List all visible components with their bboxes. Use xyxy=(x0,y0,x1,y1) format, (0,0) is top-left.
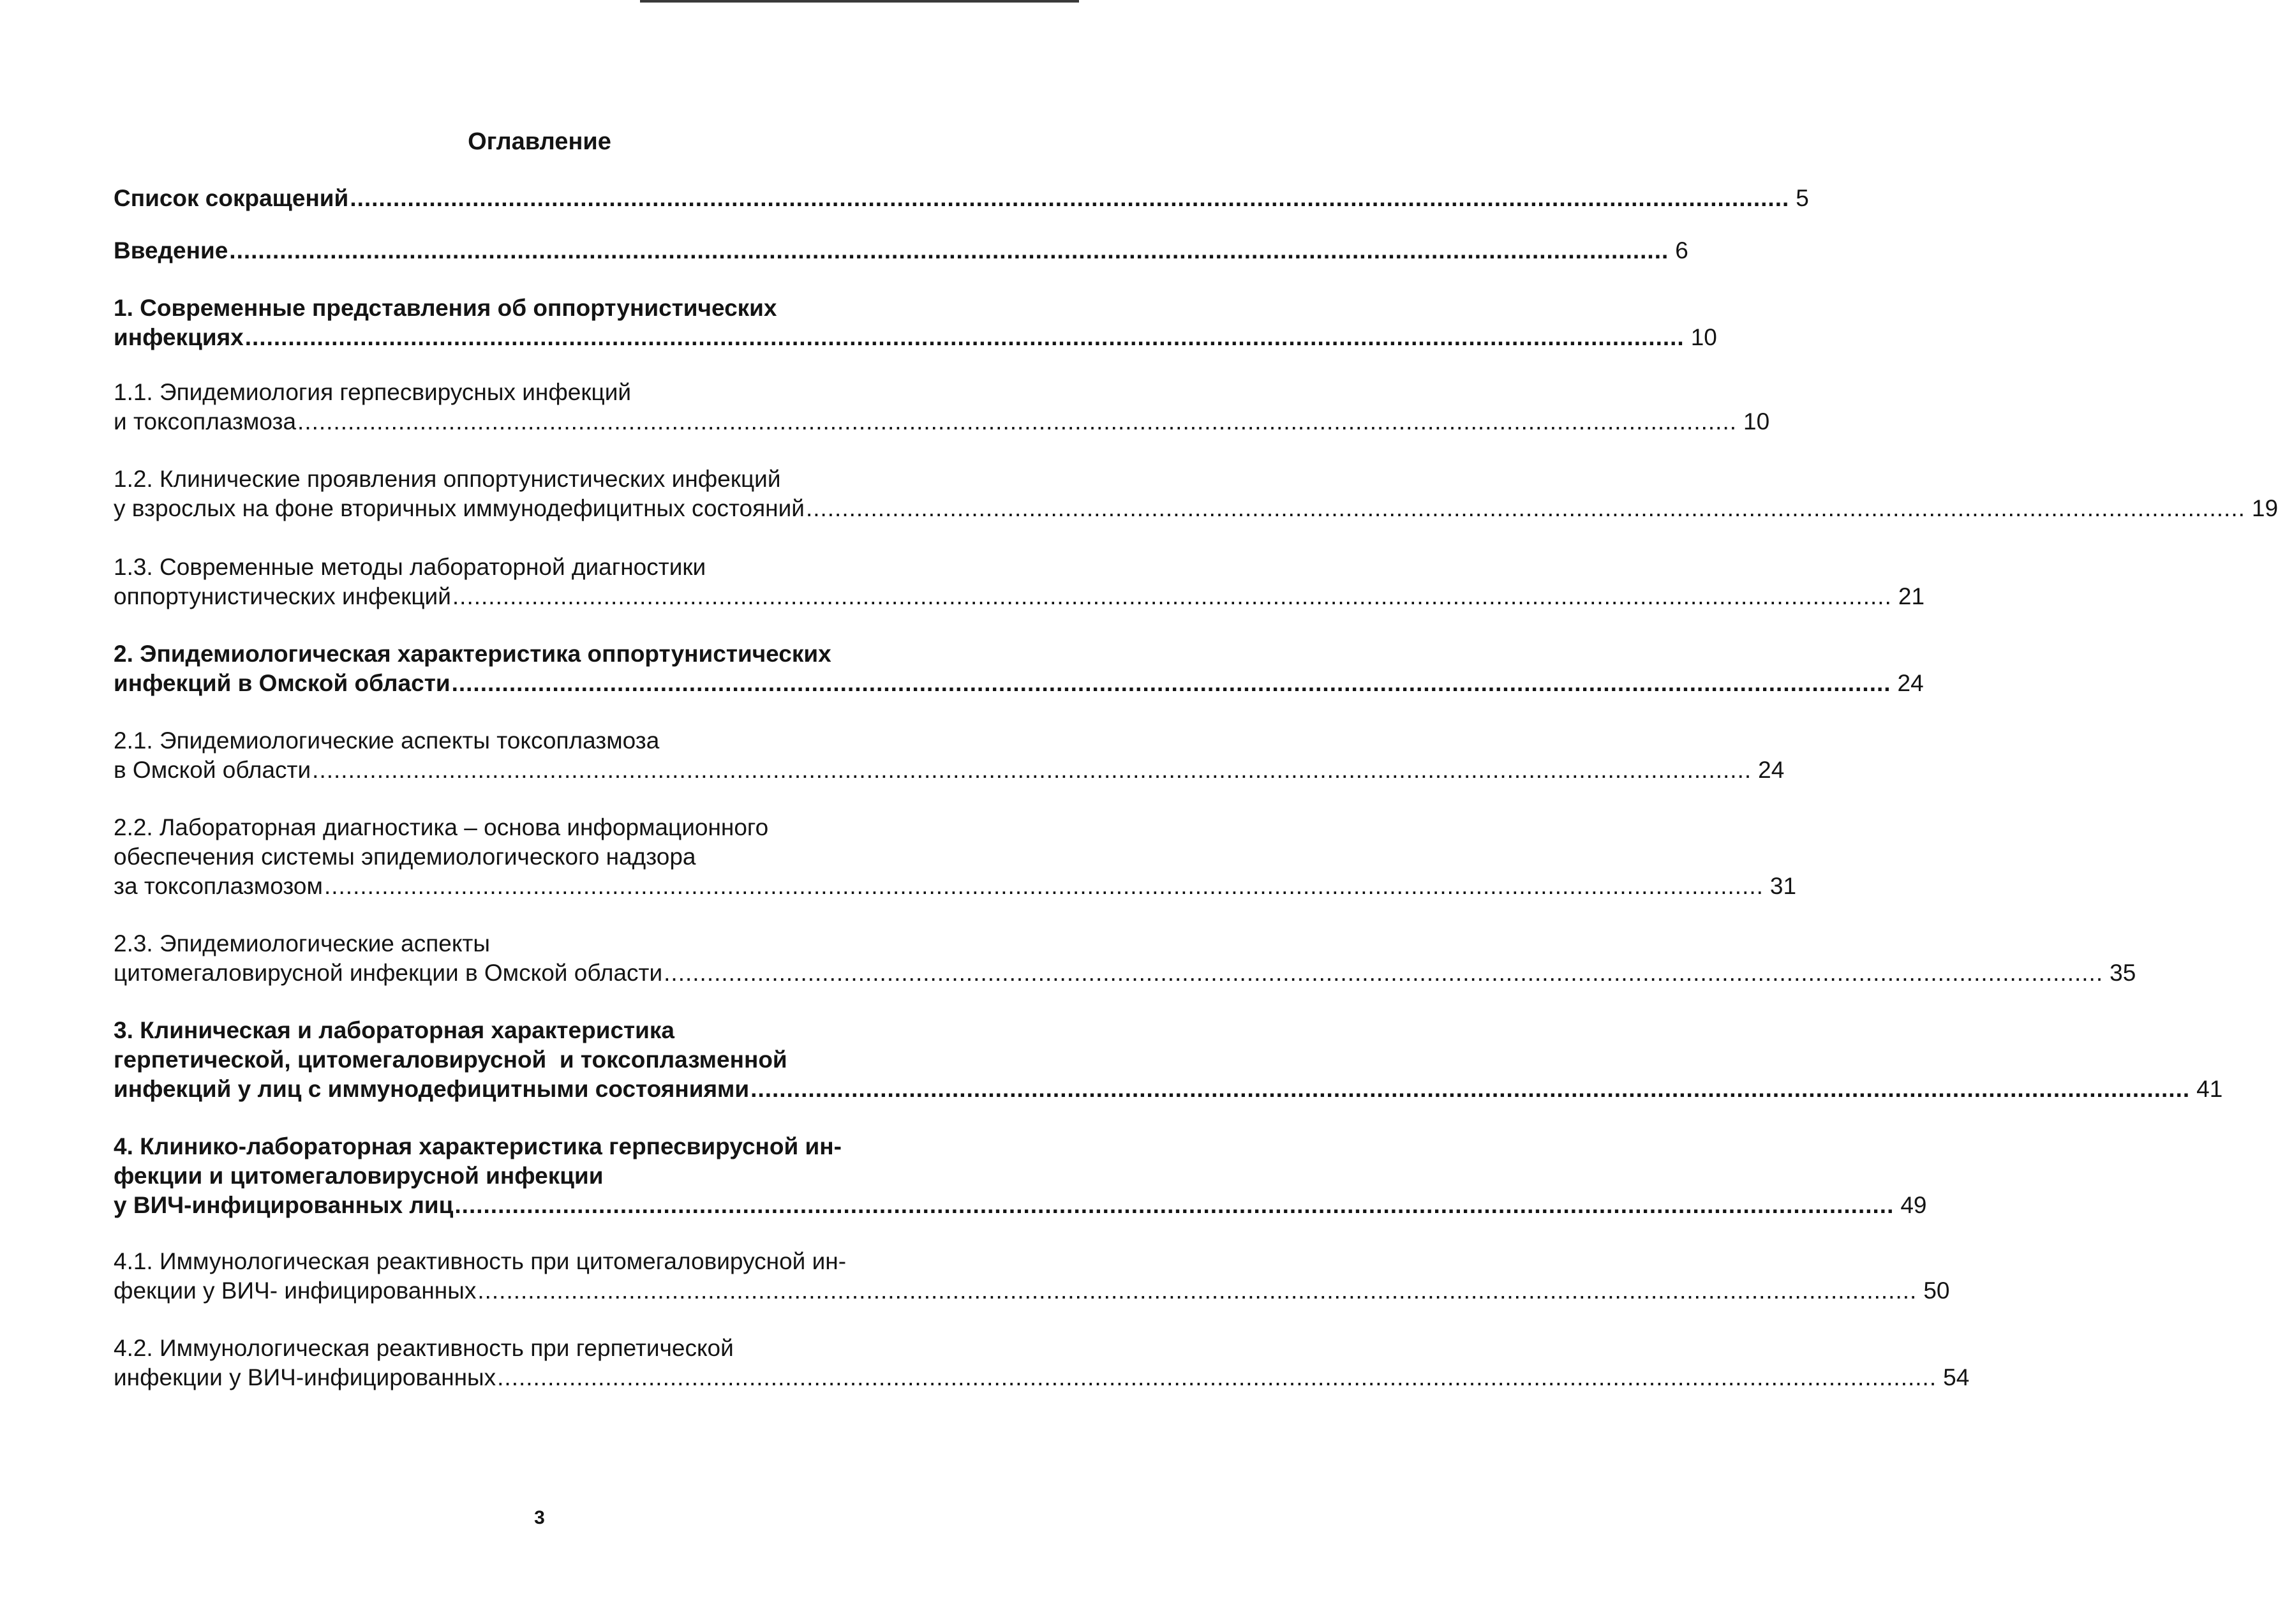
toc-entry-text: 1.1. Эпидемиология герпесвирусных инфекций xyxy=(114,379,632,405)
toc-entry xyxy=(114,639,1924,698)
toc-page-number: 6 xyxy=(1675,237,1688,264)
toc-entry-text: 2.1. Эпидемиологические аспекты токсоплазмоза xyxy=(114,727,660,754)
toc-page-number: 50 xyxy=(1923,1278,1950,1304)
dot-leader: ........................................................................................................................................................................................................ xyxy=(454,1192,1895,1218)
toc-page-number: 10 xyxy=(1690,324,1717,350)
toc-entry xyxy=(114,465,2278,523)
dot-leader: ........................................................................................................................................................................................................ xyxy=(664,960,2104,986)
dot-leader: ........................................................................................................................................................................................................ xyxy=(451,670,1891,696)
toc-entry-text: 2. Эпидемиологическая характеристика оппортунистических xyxy=(114,641,831,667)
toc-page-number: 24 xyxy=(1897,670,1924,696)
toc-entry-line xyxy=(114,1247,975,1276)
toc-entry xyxy=(114,553,1925,611)
toc-entry-text: в Омской области xyxy=(114,757,311,783)
dot-leader: ........................................................................................................................................................................................................ xyxy=(497,1364,1937,1390)
toc-page-number: 24 xyxy=(1758,757,1785,783)
dot-leader: ........................................................................................................................................................................................................ xyxy=(452,583,1892,609)
dot-leader: ........................................................................................................................................................................................................ xyxy=(805,495,2245,521)
toc-entry-line xyxy=(114,1045,975,1075)
toc-entry-text: фекции и цитомегаловирусной инфекции xyxy=(114,1163,604,1189)
dot-leader: ........................................................................................................................................................................................................ xyxy=(750,1076,2191,1102)
toc-entry-line xyxy=(114,726,975,756)
toc-entry-line xyxy=(114,1161,975,1191)
toc-entry-text: 4. Клинико-лабораторная характеристика герпесвирусной ин- xyxy=(114,1133,842,1159)
dot-leader: ........................................................................................................................................................................................................ xyxy=(244,324,1685,350)
toc-entry-last-line xyxy=(114,872,1797,901)
toc-entry-last-line xyxy=(114,1075,2223,1104)
dot-leader: ........................................................................................................................................................................................................ xyxy=(229,237,1669,264)
toc-entry-last-line xyxy=(114,184,1809,213)
toc-entry-line xyxy=(114,1016,975,1045)
dot-leader: ........................................................................................................................................................................................................ xyxy=(297,408,1738,435)
toc-entry xyxy=(114,1132,1927,1220)
toc-entry-line xyxy=(114,378,975,407)
toc-entry-last-line xyxy=(114,323,1717,352)
toc-entry-text: фекции у ВИЧ- инфицированных xyxy=(114,1278,477,1304)
toc-entry-text: герпетической, цитомегаловирусной и токсоплазменной xyxy=(114,1047,787,1073)
toc-entry xyxy=(114,236,1688,265)
toc-entry-text: 1. Современные представления об оппортунистических xyxy=(114,295,777,321)
toc-entry-text: 3. Клиническая и лабораторная характеристика xyxy=(114,1017,674,1043)
toc-entry-text: обеспечения системы эпидемиологического надзора xyxy=(114,844,696,870)
toc-entry xyxy=(114,1016,2223,1104)
toc-entry xyxy=(114,184,1809,213)
toc-title: Оглавление xyxy=(468,128,611,155)
page-number: 3 xyxy=(534,1507,545,1528)
toc-entry xyxy=(114,813,1797,901)
toc-entry-last-line xyxy=(114,494,2278,523)
toc-entry xyxy=(114,929,2136,988)
toc-entry-last-line xyxy=(114,407,1770,436)
toc-page-number: 35 xyxy=(2110,960,2136,986)
dot-leader: ........................................................................................................................................................................................................ xyxy=(477,1278,1917,1304)
toc-entry-text: и токсоплазмоза xyxy=(114,408,297,435)
toc-entry-text: 1.2. Клинические проявления оппортунистических инфекций xyxy=(114,466,781,492)
toc-entry-line xyxy=(114,639,975,669)
toc-entry-last-line xyxy=(114,1191,1927,1220)
toc-page-number: 31 xyxy=(1769,873,1797,899)
toc-page-number: 49 xyxy=(1900,1192,1927,1218)
toc-page-number: 21 xyxy=(1898,583,1925,609)
toc-entry-text: 4.1. Иммунологическая реактивность при цитомегаловирусной ин- xyxy=(114,1248,847,1274)
toc-entry-line xyxy=(114,553,975,582)
dot-leader: ........................................................................................................................................................................................................ xyxy=(312,757,1752,783)
toc-entry-line xyxy=(114,294,975,323)
toc-entry-text: Список сокращений xyxy=(114,185,349,211)
toc-entry-line xyxy=(114,1132,975,1161)
toc-entry-text: за токсоплазмозом xyxy=(114,873,323,899)
top-edge-rule xyxy=(640,0,1079,3)
toc-entry-text: оппортунистических инфекций xyxy=(114,583,451,609)
toc-entry-line xyxy=(114,842,975,872)
toc-entry-last-line xyxy=(114,669,1924,698)
toc-entry-line xyxy=(114,1334,975,1363)
toc-page-number: 19 xyxy=(2251,495,2278,521)
toc-page-number: 5 xyxy=(1796,185,1809,211)
toc-page-number: 41 xyxy=(2196,1076,2223,1102)
dot-leader: ........................................................................................................................................................................................................ xyxy=(324,873,1764,899)
toc-entry-last-line xyxy=(114,1276,1950,1306)
toc-entry xyxy=(114,1247,1950,1306)
toc-page-number: 10 xyxy=(1743,408,1770,435)
toc-entry-last-line xyxy=(114,958,2136,988)
toc-entry-line xyxy=(114,813,975,842)
toc-entry-text: инфекции у ВИЧ-инфицированных xyxy=(114,1364,496,1390)
toc-entry xyxy=(114,726,1785,785)
toc-entry-text: 1.3. Современные методы лабораторной диагностики xyxy=(114,554,706,580)
toc-entry-text: Введение xyxy=(114,237,228,264)
toc-entry-text: 2.2. Лабораторная диагностика – основа информационного xyxy=(114,814,769,840)
toc-entry-text: 4.2. Иммунологическая реактивность при герпетической xyxy=(114,1335,734,1361)
toc-entry-text: у взрослых на фоне вторичных иммунодефицитных состояний xyxy=(114,495,805,521)
dot-leader: ........................................................................................................................................................................................................ xyxy=(350,185,1790,211)
toc-entry-text: инфекций у лиц с иммунодефицитными состояниями xyxy=(114,1076,750,1102)
toc-entry-text: инфекций в Омской области xyxy=(114,670,450,696)
toc-entry xyxy=(114,378,1770,436)
toc-entry-text: инфекциях xyxy=(114,324,244,350)
toc-entry xyxy=(114,1334,1970,1392)
toc-entry-last-line xyxy=(114,756,1785,785)
toc-entry xyxy=(114,294,1717,352)
toc-entry-line xyxy=(114,929,975,958)
toc-page-number: 54 xyxy=(1943,1364,1970,1390)
toc-entry-line xyxy=(114,465,975,494)
toc-entry-text: цитомегаловирусной инфекции в Омской области xyxy=(114,960,663,986)
toc-entry-last-line xyxy=(114,1363,1970,1392)
toc-entry-last-line xyxy=(114,236,1688,265)
toc-entry-last-line xyxy=(114,582,1925,611)
toc-entry-text: 2.3. Эпидемиологические аспекты xyxy=(114,930,490,957)
toc-entry-text: у ВИЧ-инфицированных лиц xyxy=(114,1192,454,1218)
